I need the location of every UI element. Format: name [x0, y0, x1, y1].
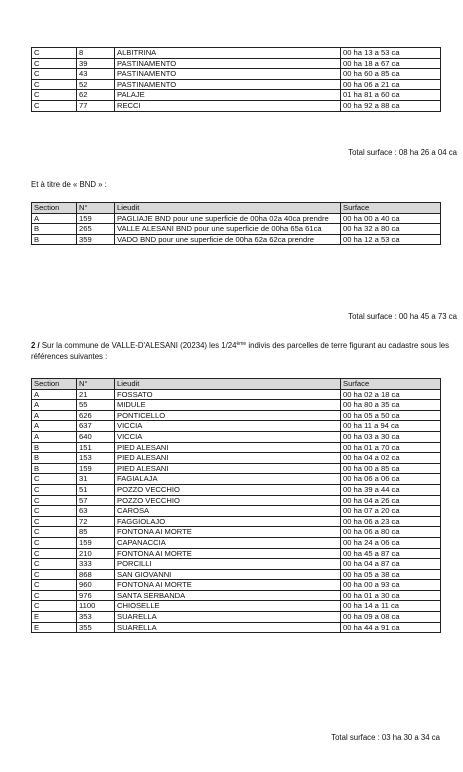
cell-section: C	[32, 69, 77, 80]
cell-lieudit: PIED ALESANI	[115, 453, 341, 464]
cell-lieudit: PASTINAMENTO	[115, 69, 341, 80]
cell-number: 355	[77, 622, 115, 633]
cell-section: A	[32, 410, 77, 421]
table-row	[32, 234, 441, 245]
header-lieudit: Lieudit	[115, 203, 341, 214]
cell-lieudit: CAPANACCIA	[115, 537, 341, 548]
cell-lieudit: POZZO VECCHIO	[115, 495, 341, 506]
cell-section: C	[32, 580, 77, 591]
cell-lieudit: FAGIALAJA	[115, 474, 341, 485]
cell-lieudit: PONTICELLO	[115, 410, 341, 421]
cell-lieudit: SUARELLA	[115, 612, 341, 623]
cell-lieudit: FONTONA AI MORTE	[115, 548, 341, 559]
table-row	[32, 506, 441, 517]
cell-surface: 00 ha 24 a 06 ca	[341, 537, 441, 548]
cell-lieudit: PALAJE	[115, 90, 341, 101]
table-row	[32, 389, 441, 400]
cell-lieudit: FONTONA AI MORTE	[115, 527, 341, 538]
header-surface: Surface	[341, 203, 441, 214]
cell-surface: 00 ha 13 a 53 ca	[341, 48, 441, 59]
cell-number: 85	[77, 527, 115, 538]
cell-section: C	[32, 48, 77, 59]
cell-section: C	[32, 601, 77, 612]
header-lieudit: Lieudit	[115, 379, 341, 390]
cell-lieudit: MIDULE	[115, 400, 341, 411]
table-row	[32, 601, 441, 612]
table-row	[32, 495, 441, 506]
table-row	[32, 569, 441, 580]
bnd-table	[31, 202, 441, 245]
cell-number: 31	[77, 474, 115, 485]
cell-section: A	[32, 400, 77, 411]
table-row	[32, 622, 441, 633]
cell-surface: 00 ha 06 a 06 ca	[341, 474, 441, 485]
cell-surface: 00 ha 45 a 87 ca	[341, 548, 441, 559]
table-row	[32, 431, 441, 442]
table-row	[32, 421, 441, 432]
cell-section: C	[32, 90, 77, 101]
cell-lieudit: RECCI	[115, 100, 341, 111]
cell-section: C	[32, 537, 77, 548]
table-row	[32, 69, 441, 80]
table-row	[32, 224, 441, 235]
paragraph-number: 2 /	[31, 341, 40, 350]
cell-section: A	[32, 431, 77, 442]
cell-number: 159	[77, 213, 115, 224]
cell-surface: 00 ha 11 a 94 ca	[341, 421, 441, 432]
cell-surface: 00 ha 04 a 02 ca	[341, 453, 441, 464]
table-row	[32, 213, 441, 224]
cell-number: 72	[77, 516, 115, 527]
paragraph-text-b: indivis des parcelles de terre figurant au cadastre sous les références suivantes :	[31, 341, 450, 361]
cell-lieudit: FOSSATO	[115, 389, 341, 400]
header-number: N°	[77, 203, 115, 214]
cell-section: B	[32, 234, 77, 245]
cell-surface: 00 ha 00 a 93 ca	[341, 580, 441, 591]
cell-number: 21	[77, 389, 115, 400]
cell-section: C	[32, 516, 77, 527]
cell-section: C	[32, 495, 77, 506]
cell-number: 640	[77, 431, 115, 442]
cell-surface: 00 ha 44 a 91 ca	[341, 622, 441, 633]
cell-lieudit: PASTINAMENTO	[115, 58, 341, 69]
cell-surface: 00 ha 00 a 85 ca	[341, 463, 441, 474]
cell-surface: 00 ha 03 a 30 ca	[341, 431, 441, 442]
table-row	[32, 453, 441, 464]
total-surface-1: Total surface : 08 ha 26 a 04 ca	[348, 148, 457, 157]
cell-lieudit: SAN GIOVANNI	[115, 569, 341, 580]
cell-lieudit: SUARELLA	[115, 622, 341, 633]
cell-section: C	[32, 548, 77, 559]
table-row	[32, 559, 441, 570]
cell-lieudit: VICCIA	[115, 421, 341, 432]
table-row	[32, 527, 441, 538]
cell-section: C	[32, 569, 77, 580]
cell-number: 159	[77, 463, 115, 474]
cell-lieudit: CAROSA	[115, 506, 341, 517]
cell-surface: 00 ha 32 a 80 ca	[341, 224, 441, 235]
table-row	[32, 474, 441, 485]
cell-number: 8	[77, 48, 115, 59]
cell-number: 868	[77, 569, 115, 580]
table-row	[32, 58, 441, 69]
header-section: Section	[32, 379, 77, 390]
paragraph-sup: ème	[236, 341, 247, 347]
cell-surface: 00 ha 00 a 40 ca	[341, 213, 441, 224]
cell-number: 55	[77, 400, 115, 411]
cell-section: B	[32, 442, 77, 453]
cell-number: 52	[77, 79, 115, 90]
cell-surface: 00 ha 92 a 88 ca	[341, 100, 441, 111]
cell-lieudit: ALBITRINA	[115, 48, 341, 59]
cell-surface: 00 ha 01 a 70 ca	[341, 442, 441, 453]
cell-number: 637	[77, 421, 115, 432]
cell-lieudit: SANTA SERBANDA	[115, 590, 341, 601]
cell-section: B	[32, 224, 77, 235]
cell-section: C	[32, 474, 77, 485]
cell-surface: 00 ha 04 a 26 ca	[341, 495, 441, 506]
cell-lieudit: VICCIA	[115, 431, 341, 442]
cell-number: 51	[77, 484, 115, 495]
table-row	[32, 90, 441, 101]
header-surface: Surface	[341, 379, 441, 390]
cell-section: C	[32, 79, 77, 90]
cell-section: E	[32, 612, 77, 623]
cell-lieudit: VADO BND pour une superficie de 00ha 62a 62ca prendre	[115, 234, 341, 245]
cell-number: 626	[77, 410, 115, 421]
bnd-intro: Et à titre de « BND » :	[31, 180, 107, 189]
cell-lieudit: PAGLIAJE BND pour une superficie de 00ha 02a 40ca prendre	[115, 213, 341, 224]
cell-section: A	[32, 213, 77, 224]
table-row	[32, 463, 441, 474]
table-row	[32, 79, 441, 90]
cell-number: 151	[77, 442, 115, 453]
cell-lieudit: FONTONA AI MORTE	[115, 580, 341, 591]
cell-surface: 00 ha 06 a 23 ca	[341, 516, 441, 527]
total-surface-3: Total surface : 03 ha 30 a 34 ca	[331, 733, 440, 742]
cell-section: C	[32, 58, 77, 69]
cell-number: 1100	[77, 601, 115, 612]
cell-number: 57	[77, 495, 115, 506]
cell-section: B	[32, 463, 77, 474]
paragraph-text-a: Sur la commune de VALLE-D'ALESANI (20234) les 1/24	[39, 341, 237, 350]
cell-surface: 00 ha 12 a 53 ca	[341, 234, 441, 245]
cell-section: C	[32, 559, 77, 570]
table-row	[32, 590, 441, 601]
header-section: Section	[32, 203, 77, 214]
cell-number: 159	[77, 537, 115, 548]
cell-surface: 00 ha 80 a 35 ca	[341, 400, 441, 411]
cell-section: C	[32, 484, 77, 495]
cell-number: 62	[77, 90, 115, 101]
cell-surface: 00 ha 39 a 44 ca	[341, 484, 441, 495]
paragraph-2	[31, 339, 459, 362]
cell-surface: 00 ha 04 a 87 ca	[341, 559, 441, 570]
cell-number: 43	[77, 69, 115, 80]
cell-lieudit: POZZO VECCHIO	[115, 484, 341, 495]
cell-number: 153	[77, 453, 115, 464]
cell-number: 333	[77, 559, 115, 570]
cell-surface: 00 ha 09 a 08 ca	[341, 612, 441, 623]
table-row	[32, 516, 441, 527]
cell-surface: 00 ha 60 a 85 ca	[341, 69, 441, 80]
cell-surface: 00 ha 14 a 11 ca	[341, 601, 441, 612]
table-row	[32, 612, 441, 623]
cell-section: A	[32, 389, 77, 400]
parcel-table-1	[31, 47, 441, 112]
cell-lieudit: VALLE ALESANI BND pour une superficie de 00ha 65a 61ca	[115, 224, 341, 235]
table-row	[32, 100, 441, 111]
cell-lieudit: PASTINAMENTO	[115, 79, 341, 90]
cell-surface: 01 ha 81 a 60 ca	[341, 90, 441, 101]
table-row	[32, 484, 441, 495]
cell-lieudit: PORCILLI	[115, 559, 341, 570]
cell-number: 353	[77, 612, 115, 623]
cell-number: 63	[77, 506, 115, 517]
table-row	[32, 48, 441, 59]
cell-section: C	[32, 506, 77, 517]
table-row	[32, 400, 441, 411]
cell-section: A	[32, 421, 77, 432]
cell-surface: 00 ha 05 a 38 ca	[341, 569, 441, 580]
cell-number: 359	[77, 234, 115, 245]
cell-surface: 00 ha 02 a 18 ca	[341, 389, 441, 400]
cell-section: C	[32, 100, 77, 111]
table-row	[32, 442, 441, 453]
table-row	[32, 537, 441, 548]
cell-surface: 00 ha 07 a 20 ca	[341, 506, 441, 517]
table-row	[32, 410, 441, 421]
cell-number: 976	[77, 590, 115, 601]
cell-surface: 00 ha 06 a 21 ca	[341, 79, 441, 90]
cell-section: B	[32, 453, 77, 464]
cell-surface: 00 ha 05 a 50 ca	[341, 410, 441, 421]
cell-number: 77	[77, 100, 115, 111]
cell-number: 39	[77, 58, 115, 69]
header-number: N°	[77, 379, 115, 390]
cell-surface: 00 ha 06 a 80 ca	[341, 527, 441, 538]
cell-number: 265	[77, 224, 115, 235]
cell-surface: 00 ha 18 a 67 ca	[341, 58, 441, 69]
cell-lieudit: FAGGIOLAJO	[115, 516, 341, 527]
parcel-table-3	[31, 378, 441, 633]
cell-section: C	[32, 590, 77, 601]
cell-section: E	[32, 622, 77, 633]
cell-lieudit: PIED ALESANI	[115, 463, 341, 474]
total-surface-2: Total surface : 00 ha 45 a 73 ca	[348, 312, 457, 321]
cell-section: C	[32, 527, 77, 538]
cell-surface: 00 ha 01 a 30 ca	[341, 590, 441, 601]
table-row	[32, 548, 441, 559]
cell-number: 210	[77, 548, 115, 559]
table-row	[32, 580, 441, 591]
cell-number: 960	[77, 580, 115, 591]
cell-lieudit: PIED ALESANI	[115, 442, 341, 453]
cell-lieudit: CHIOSELLE	[115, 601, 341, 612]
